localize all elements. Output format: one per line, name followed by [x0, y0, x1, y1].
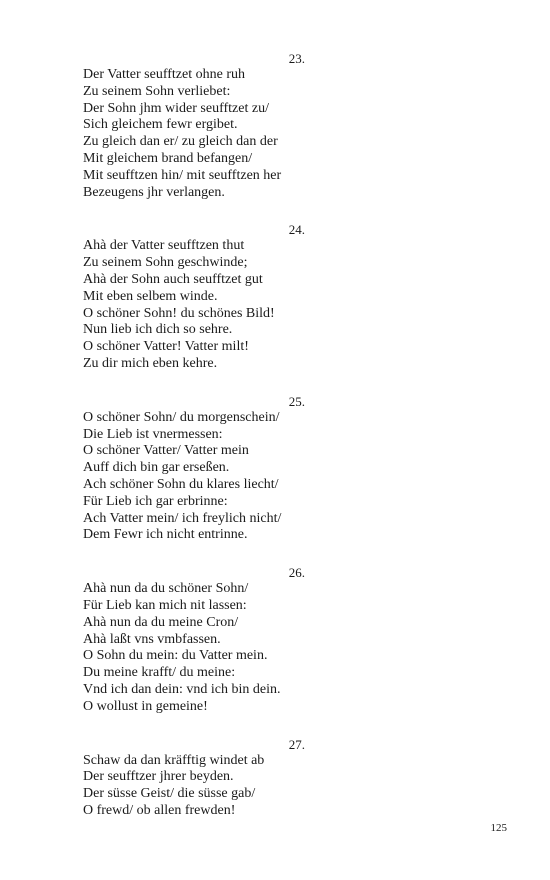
verse-line: Nun lieb ich dich so sehre. — [83, 322, 233, 338]
verse-line: Zu gleich dan er/ zu gleich dan der — [83, 134, 278, 150]
verse-line: Zu dir mich eben kehre. — [83, 355, 218, 371]
verse-line: Mit seufftzen hin/ mit seufftzen her — [83, 167, 282, 183]
verse-line: O Sohn du mein: du Vatter mein. — [83, 648, 268, 664]
verse-line: Sich gleichem fewr ergibet. — [83, 117, 238, 133]
verse-line: Dem Fewr ich nicht entrinne. — [83, 527, 248, 543]
verse-line: Zu seinem Sohn geschwinde; — [83, 255, 248, 271]
verse-line: Für Lieb ich gar erbrinne: — [83, 493, 228, 509]
verse-line: O schöner Vatter! Vatter milt! — [83, 339, 249, 355]
stanza-24 — [83, 221, 313, 372]
verse-line: Der seufftzer jhrer beyden. — [83, 769, 234, 785]
poem — [83, 50, 313, 840]
verse-line: Ach Vatter mein/ ich freylich nicht/ — [83, 510, 282, 526]
verse-line: Ahà der Vatter seufftzen thut — [83, 238, 245, 254]
stanza-number: 25. — [288, 393, 305, 409]
verse-line: Zu seinem Sohn verliebet: — [83, 83, 231, 99]
page-number: 125 — [490, 822, 507, 834]
verse-line: Du meine krafft/ du meine: — [83, 665, 236, 681]
verse-line: O schöner Sohn/ du morgenschein/ — [83, 409, 280, 425]
verse-line: Ahà laßt vns vmbfassen. — [83, 631, 221, 647]
verse-line: Bezeugens jhr verlangen. — [83, 184, 225, 200]
verse-line: Ahà nun da du meine Cron/ — [83, 614, 239, 630]
verse-line: O frewd/ ob allen frewden! — [83, 802, 236, 818]
verse-line: Ach schöner Sohn du klares liecht/ — [83, 476, 279, 492]
stanza-number: 27. — [288, 736, 305, 752]
stanza-23 — [83, 50, 313, 201]
verse-line: Vnd ich dan dein: vnd ich bin dein. — [83, 681, 281, 697]
verse-line: Für Lieb kan mich nit lassen: — [83, 597, 247, 613]
verse-line: Schaw da dan kräfftig windet ab — [83, 752, 265, 768]
stanza-number: 24. — [288, 222, 305, 238]
verse-line: Der süsse Geist/ die süsse gab/ — [83, 786, 256, 802]
stanza-26 — [83, 564, 313, 715]
verse-line: Mit eben selbem winde. — [83, 288, 218, 304]
stanza-number: 26. — [288, 565, 305, 581]
verse-line: Mit gleichem brand befangen/ — [83, 150, 253, 166]
verse-line: Auff dich bin gar erseßen. — [83, 460, 230, 476]
stanza-25 — [83, 393, 313, 544]
stanza-number: 23. — [288, 51, 305, 66]
verse-line: O wollust in gemeine! — [83, 698, 208, 714]
verse-line: Der Vatter seufftzet ohne ruh — [83, 67, 245, 82]
verse-line: Die Lieb ist vnermessen: — [83, 426, 223, 442]
stanza-27 — [83, 736, 313, 820]
verse-line: O schöner Vatter/ Vatter mein — [83, 443, 249, 459]
verse-line: Ahà nun da du schöner Sohn/ — [83, 581, 249, 597]
verse-line: O schöner Sohn! du schönes Bild! — [83, 305, 275, 321]
verse-line: Ahà der Sohn auch seufftzet gut — [83, 271, 263, 287]
verse-line: Der Sohn jhm wider seufftzet zu/ — [83, 100, 269, 116]
